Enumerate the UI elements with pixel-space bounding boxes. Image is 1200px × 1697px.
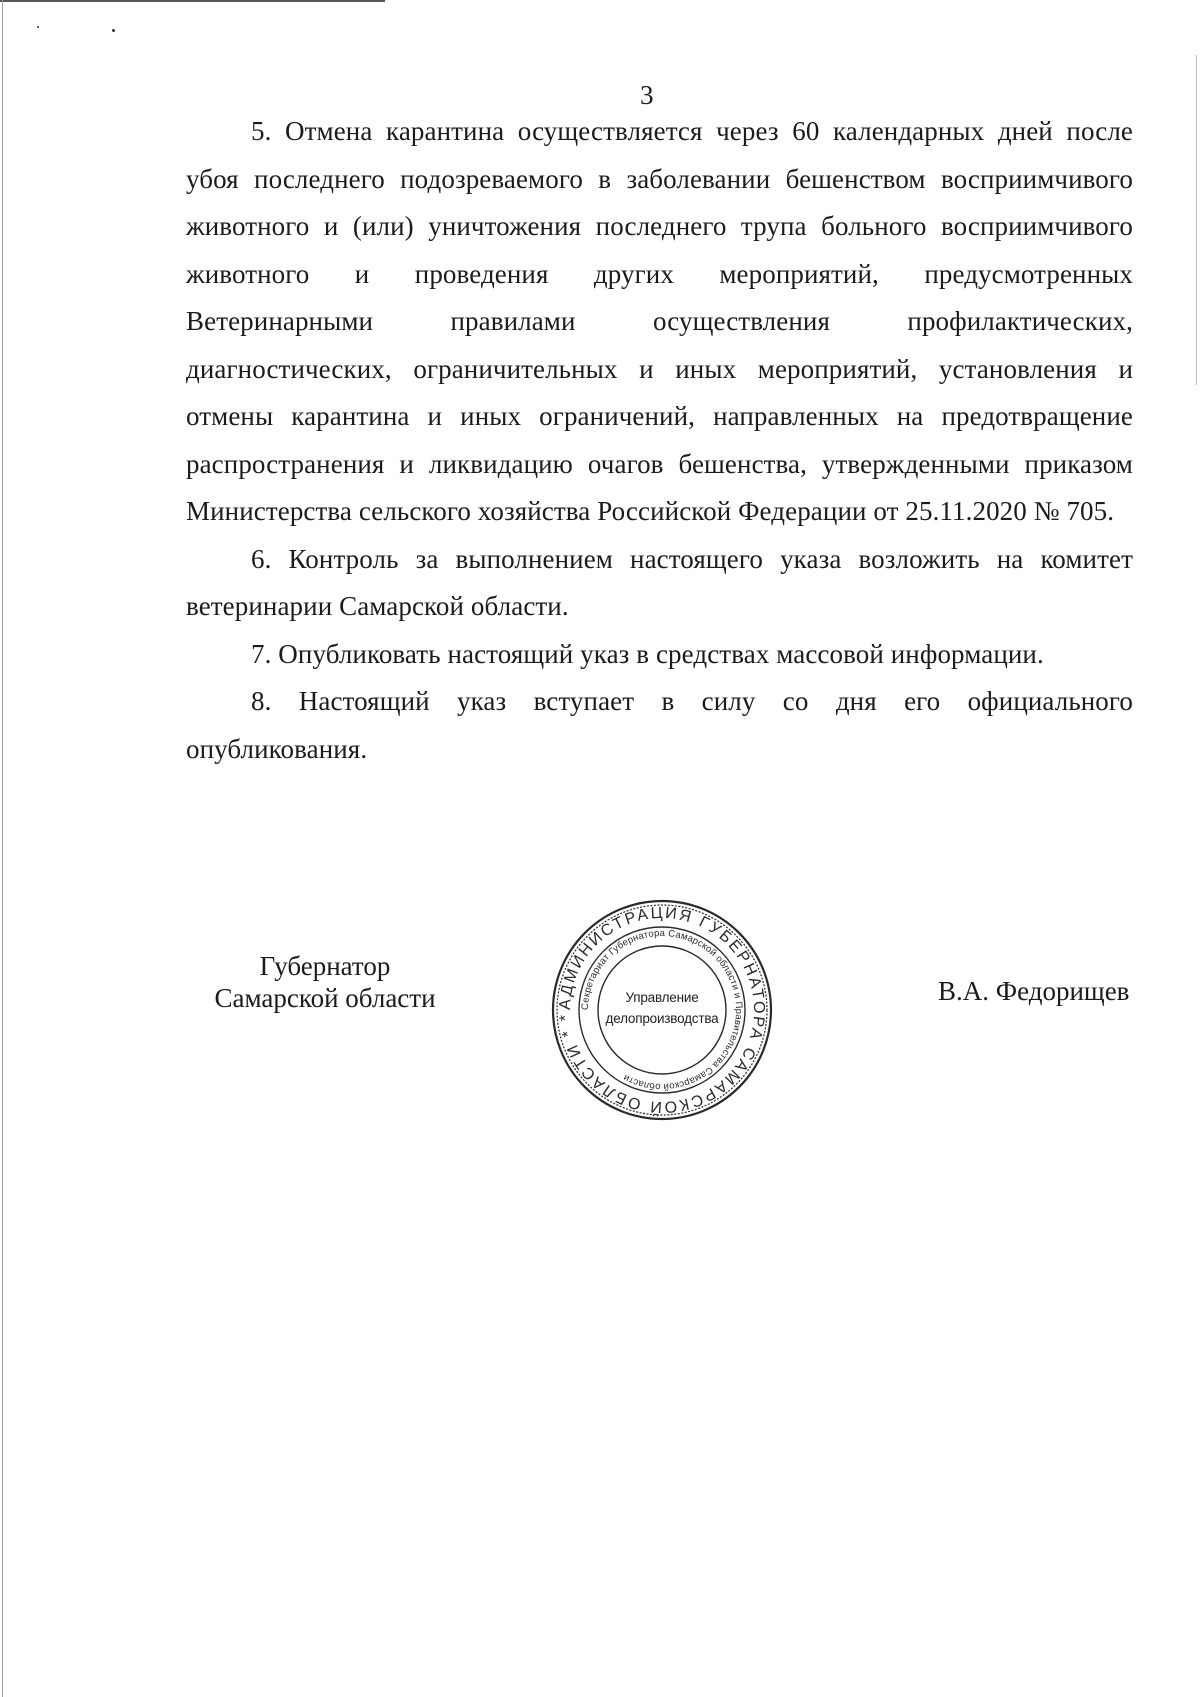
paragraph-8: 8. Настоящий указ вступает в силу со дня его официального опубликования. — [186, 686, 1133, 764]
signer-title-line1: Губернатор — [259, 951, 391, 981]
paragraph-6: 6. Контроль за выполнением настоящего указа возложить на комитет ветеринарии Самарской области. — [186, 543, 1133, 621]
decree-body — [186, 108, 1133, 773]
signer-title-line2: Самарской области — [214, 983, 436, 1013]
seal-outer-text: АДМИНИСТРАЦИЯ ГУБЕРНАТОРА САМАРСКОЙ ОБЛАСТИ * * — [556, 904, 768, 1116]
seal-middle-text: Секретариат Губернатора Самарской области и Правительства Самарской области — [579, 927, 745, 1093]
paragraph-5: 5. Отмена карантина осуществляется через 60 календарных дней после убоя последнего подозреваемого в заболевании бешенством восприимчивого животного и (или) уничтожения последнего трупа больного восприимчивого животного и проведения других мероприятий, предусмотренных Ветеринарными правилами осуществления профилактических, диагностических, ограничительных и иных мероприятий, установления и отмены карантина и иных ограничений, направленных на предотвращение распространения и ликвидацию очагов бешенства, утвержденными приказом Министерства сельского хозяйства Российской Федерации от 25.11.2020 № 705. — [186, 116, 1133, 526]
scan-speck — [112, 29, 115, 32]
official-seal — [549, 897, 775, 1123]
paragraph-7: 7. Опубликовать настоящий указ в средствах массовой информации. — [251, 638, 1044, 669]
signer-name: В.А. Федорищев — [938, 976, 1130, 1006]
seal-center-line1: Управление — [625, 990, 699, 1005]
scan-edge-right — [1196, 55, 1197, 385]
scan-edge-left — [2, 0, 3, 1697]
page-number: 3 — [640, 80, 654, 110]
seal-center-text — [599, 987, 725, 1029]
scan-edge-top — [0, 0, 385, 2]
signer-title — [185, 950, 465, 1014]
scan-speck — [37, 26, 39, 28]
seal-center-line2: делопроизводства — [605, 1011, 719, 1026]
